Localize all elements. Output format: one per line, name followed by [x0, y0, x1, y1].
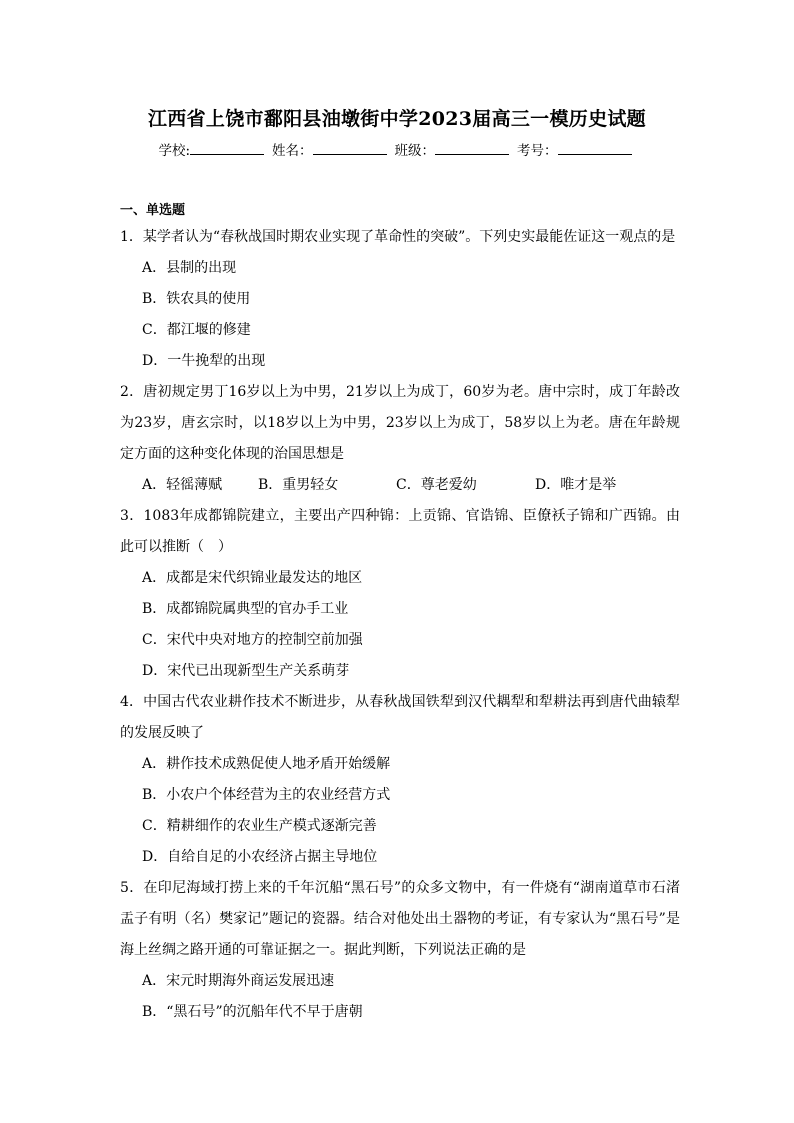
question-stem: 1．某学者认为“春秋战国时期农业实现了革命性的突破”。下列史实最能佐证这一观点的是: [120, 229, 676, 245]
exam-no-label: 考号：: [517, 143, 558, 159]
option-a: A．耕作技术成熟促使人地矛盾开始缓解: [142, 756, 391, 772]
option-d: D．自给自足的小农经济占据主导地位: [142, 849, 378, 865]
question-1: [120, 222, 680, 377]
question-stem: 4．中国古代农业耕作技术不断进步，从春秋战国铁犁到汉代耦犁和犁耕法再到唐代曲辕犁的发展反映了: [120, 694, 680, 741]
student-info-line: [0, 139, 794, 159]
option-d: D．一牛挽犁的出现: [142, 353, 266, 369]
name-label: 姓名：: [272, 143, 313, 159]
question-list: [120, 200, 680, 1028]
option-a: A．轻徭薄赋: [142, 477, 223, 493]
option-d: D．唯才是举: [535, 477, 617, 493]
exam-no-blank: [558, 142, 632, 155]
option-b: B．“黑石号”的沉船年代不早于唐朝: [142, 1004, 363, 1020]
option-a: A．宋元时期海外商运发展迅速: [142, 973, 335, 989]
question-stem: 2．唐初规定男丁16岁以上为中男，21岁以上为成丁，60岁为老。唐中宗时，成丁年龄改为23岁，唐玄宗时，以18岁以上为中男，23岁以上为成丁，58岁以上为老。唐在年龄规定方面的这种变化体现的治国思想是: [120, 384, 680, 462]
exam-no-field: [517, 139, 636, 159]
question-2: [120, 377, 680, 501]
class-field: [395, 139, 514, 159]
section-heading: 一、单选题: [120, 203, 186, 218]
school-blank: [190, 142, 264, 155]
option-b: B．重男轻女: [258, 477, 339, 493]
school-label: 学校:: [158, 143, 191, 159]
question-stem: 3．1083年成都锦院建立，主要出产四种锦：上贡锦、官诰锦、臣僚袄子锦和广西锦。由此可以推断（ ）: [120, 508, 680, 555]
class-label: 班级：: [394, 143, 436, 159]
question-stem: 5．在印尼海域打捞上来的千年沉船“黑石号”的众多文物中，有一件烧有“湖南道草市石渚盂子有明（名）樊家记”题记的瓷器。结合对他处出土器物的考证，有专家认为“黑石号”是海上丝绸之路开通的可靠证据之一。据此判断，下列说法正确的是: [120, 880, 680, 958]
option-b: B．铁农具的使用: [142, 291, 251, 307]
options-row: [120, 470, 680, 501]
option-d: D．宋代已出现新型生产关系萌芽: [142, 663, 350, 679]
question-5: [120, 873, 680, 1028]
name-field: [272, 139, 391, 159]
option-c: C．都江堰的修建: [142, 322, 251, 338]
class-blank: [435, 142, 509, 155]
option-c: C．尊老爱幼: [396, 477, 477, 493]
option-a: A．县制的出现: [142, 260, 237, 276]
question-4: [120, 687, 680, 873]
option-a: A．成都是宋代织锦业最发达的地区: [142, 570, 363, 586]
option-b: B．成都锦院属典型的官办手工业: [142, 601, 349, 617]
name-blank: [313, 142, 387, 155]
school-field: [158, 139, 268, 159]
question-3: [120, 501, 680, 687]
option-c: C．精耕细作的农业生产模式逐渐完善: [142, 818, 377, 834]
option-b: B．小农户个体经营为主的农业经营方式: [142, 787, 391, 803]
page-title: 江西省上饶市鄱阳县油墩街中学2023届高三一模历史试题: [148, 108, 646, 130]
option-c: C．宋代中央对地方的控制空前加强: [142, 632, 363, 648]
